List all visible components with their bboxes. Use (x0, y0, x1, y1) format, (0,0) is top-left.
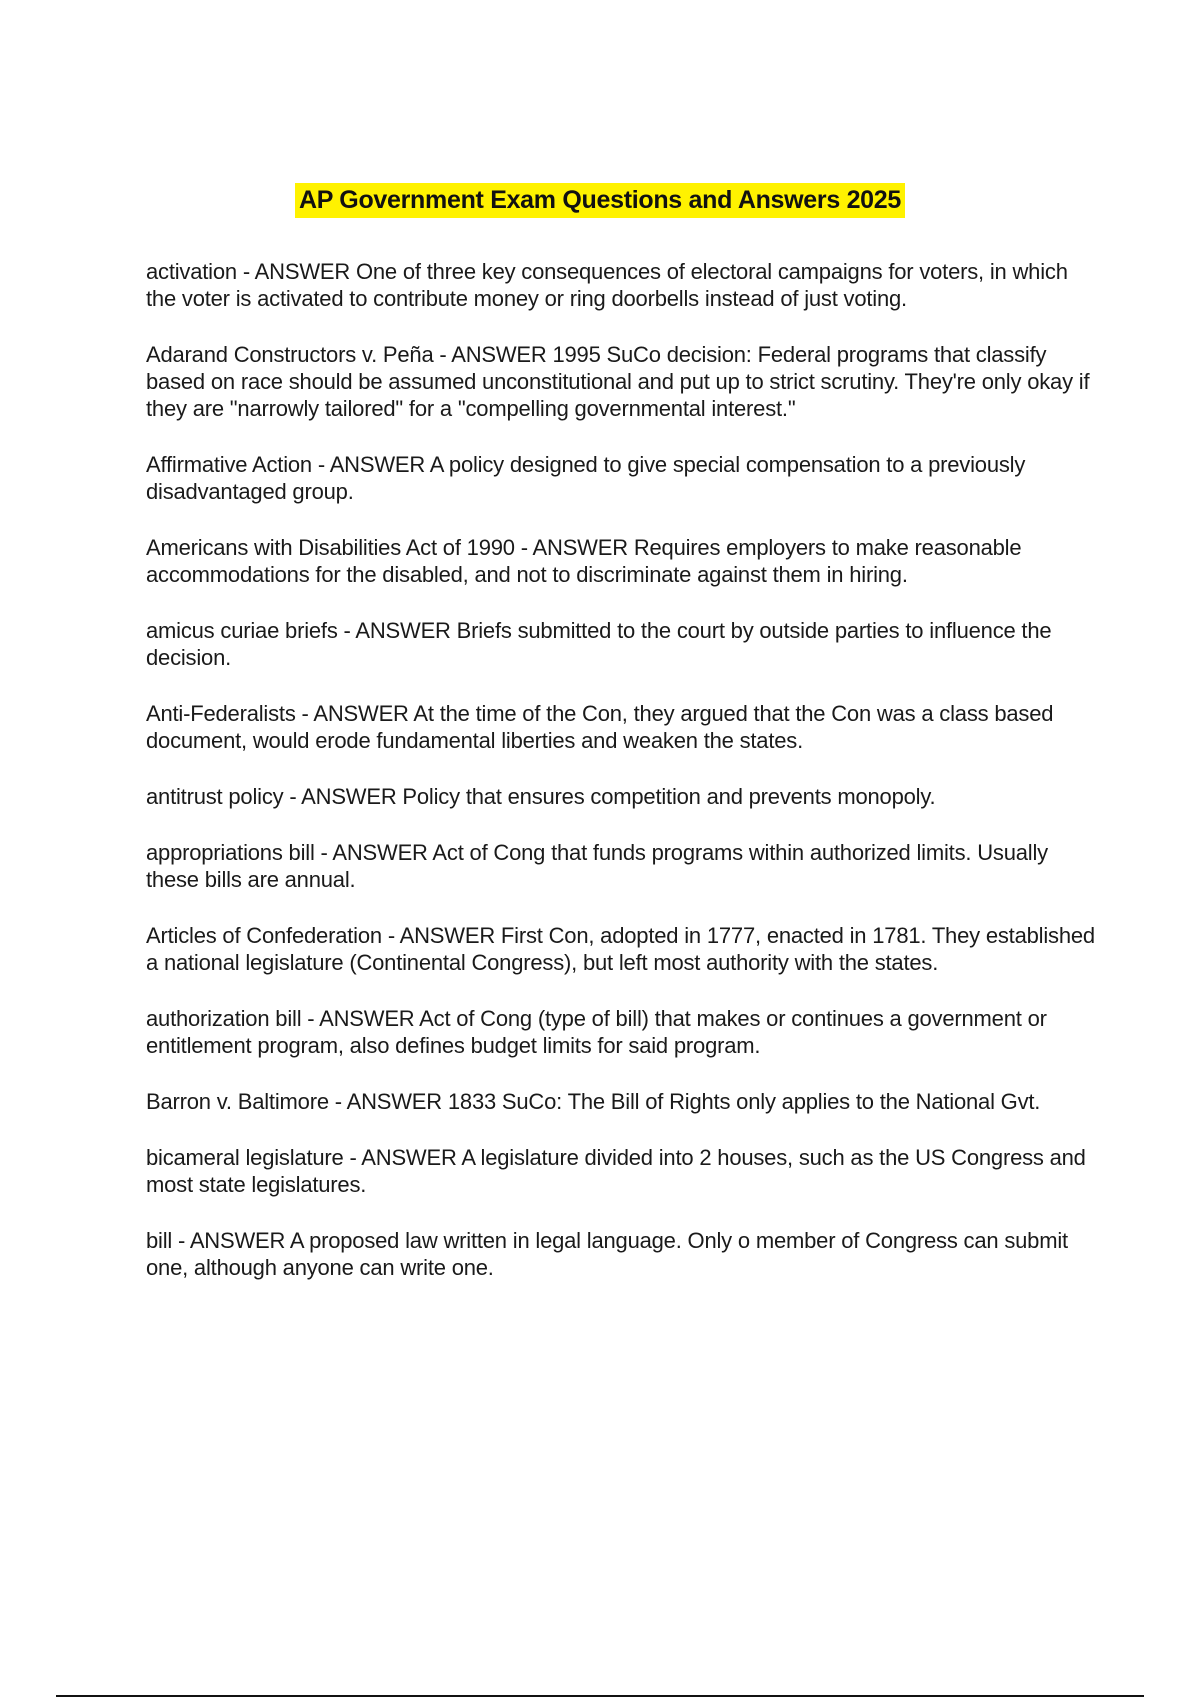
qa-entry: Anti-Federalists - ANSWER At the time of the Con, they argued that the Con was a class based document, would erode fundamental liberties and weaken the states. (146, 701, 1054, 753)
qa-entry: amicus curiae briefs - ANSWER Briefs submitted to the court by outside parties to influence the decision. (146, 618, 1052, 670)
qa-entry: Americans with Disabilities Act of 1990 - ANSWER Requires employers to make reasonable accommodations for the disabled, and not to discriminate against them in hiring. (146, 535, 1022, 587)
qa-entry: activation - ANSWER One of three key consequences of electoral campaigns for voters, in which the voter is activated to contribute money or ring doorbells instead of just voting. (146, 259, 1068, 311)
title-container (0, 183, 1200, 218)
qa-entry: antitrust policy - ANSWER Policy that ensures competition and prevents monopoly. (146, 784, 936, 809)
qa-entry: Articles of Confederation - ANSWER First Con, adopted in 1777, enacted in 1781. They established a national legislature (Continental Congress), but left most authority with the states. (146, 923, 1095, 975)
qa-entry: authorization bill - ANSWER Act of Cong (type of bill) that makes or continues a government or entitlement program, also defines budget limits for said program. (146, 1006, 1047, 1058)
qa-entry: Barron v. Baltimore - ANSWER 1833 SuCo: The Bill of Rights only applies to the National Gvt. (146, 1089, 1041, 1114)
qa-entry: Affirmative Action - ANSWER A policy designed to give special compensation to a previously disadvantaged group. (146, 452, 1026, 504)
qa-entry: Adarand Constructors v. Peña - ANSWER 1995 SuCo decision: Federal programs that classify based on race should be assumed unconstitutional and put up to strict scrutiny. They're only okay if they are "narrowly tailored" for a "compelling governmental interest." (146, 342, 1090, 421)
qa-entry-list (146, 258, 1096, 1310)
qa-entry: bicameral legislature - ANSWER A legislature divided into 2 houses, such as the US Congress and most state legislatures. (146, 1145, 1086, 1197)
footer-divider (56, 1695, 1144, 1697)
document-title: AP Government Exam Questions and Answers 2025 (295, 183, 905, 218)
qa-entry: bill - ANSWER A proposed law written in legal language. Only o member of Congress can submit one, although anyone can write one. (146, 1228, 1068, 1280)
qa-entry: appropriations bill - ANSWER Act of Cong that funds programs within authorized limits. Usually these bills are annual. (146, 840, 1048, 892)
